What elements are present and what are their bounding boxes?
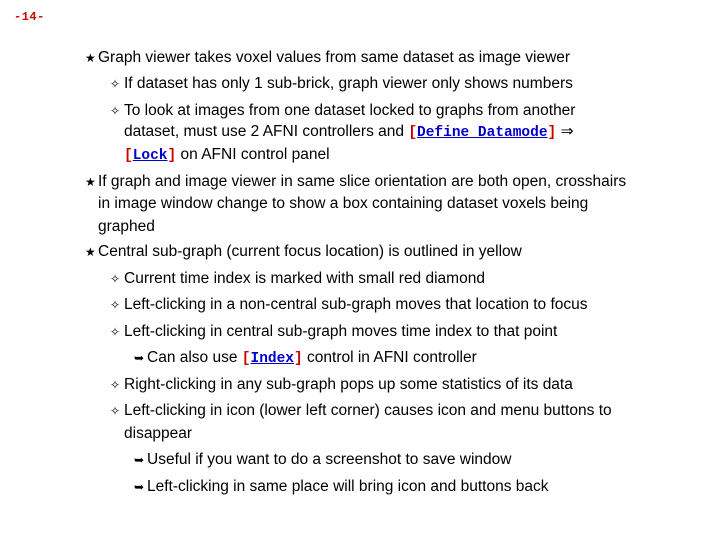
diamond-bullet-icon: ✧ — [110, 404, 121, 418]
bullet-central-subgraph: Central sub-graph (current focus location) is outlined in yellow — [98, 243, 522, 260]
index-suffix-text: control in AFNI controller — [307, 349, 477, 366]
right-arrow-icon: ⇒ — [560, 123, 574, 140]
diamond-bullet-icon: ✧ — [110, 298, 121, 312]
curved-arrow-bullet-icon: ➥ — [134, 480, 145, 494]
bullet-one-sub-brick: If dataset has only 1 sub-brick, graph viewer only shows numbers — [124, 75, 573, 92]
lock-keyword: [Lock] — [124, 148, 177, 164]
bullet-screenshot: Useful if you want to do a screenshot to save window — [147, 451, 512, 468]
diamond-bullet-icon: ✧ — [110, 104, 121, 118]
bullet-locked-graphs-line3 — [124, 144, 330, 168]
diamond-bullet-icon: ✧ — [110, 378, 121, 392]
bullet-bring-back: Left-clicking in same place will bring icon and buttons back — [147, 478, 549, 495]
bullet-icon-click-line1: Left-clicking in icon (lower left corner) causes icon and menu buttons to — [124, 402, 612, 419]
bullet-central-click: Left-clicking in central sub-graph moves time index to that point — [124, 323, 558, 340]
page-number: -14- — [14, 10, 45, 24]
locked-graphs-text: dataset, must use 2 AFNI controllers and — [124, 123, 404, 140]
bullet-icon-click-line2: disappear — [124, 425, 193, 442]
control-panel-text: on AFNI control panel — [180, 146, 330, 163]
bullet-noncentral-click: Left-clicking in a non-central sub-graph moves that location to focus — [124, 296, 588, 313]
bullet-time-index: Current time index is marked with small red diamond — [124, 270, 485, 287]
bullet-crosshairs-line3: graphed — [98, 218, 155, 235]
bullet-right-click: Right-clicking in any sub-graph pops up some statistics of its data — [124, 376, 573, 393]
bullet-locked-graphs-line1: To look at images from one dataset locked to graphs from another — [124, 102, 576, 119]
bullet-graph-viewer: Graph viewer takes voxel values from same dataset as image viewer — [98, 49, 571, 66]
bullet-crosshairs-line1: If graph and image viewer in same slice orientation are both open, crosshairs — [98, 173, 627, 190]
bullet-locked-graphs-line2 — [124, 121, 574, 145]
diamond-bullet-icon: ✧ — [110, 272, 121, 286]
star-bullet-icon: ★ — [85, 175, 96, 189]
diamond-bullet-icon: ✧ — [110, 77, 121, 91]
curved-arrow-bullet-icon: ➥ — [134, 351, 145, 365]
bullet-index-control — [147, 347, 477, 371]
diamond-bullet-icon: ✧ — [110, 325, 121, 339]
index-prefix-text: Can also use — [147, 349, 238, 366]
star-bullet-icon: ★ — [85, 51, 96, 65]
define-datamode-keyword: [Define Datamode] — [408, 125, 557, 141]
curved-arrow-bullet-icon: ➥ — [134, 453, 145, 467]
index-keyword: [Index] — [241, 351, 303, 367]
star-bullet-icon: ★ — [85, 245, 96, 259]
bullet-crosshairs-line2: in image window change to show a box containing dataset voxels being — [98, 195, 589, 212]
